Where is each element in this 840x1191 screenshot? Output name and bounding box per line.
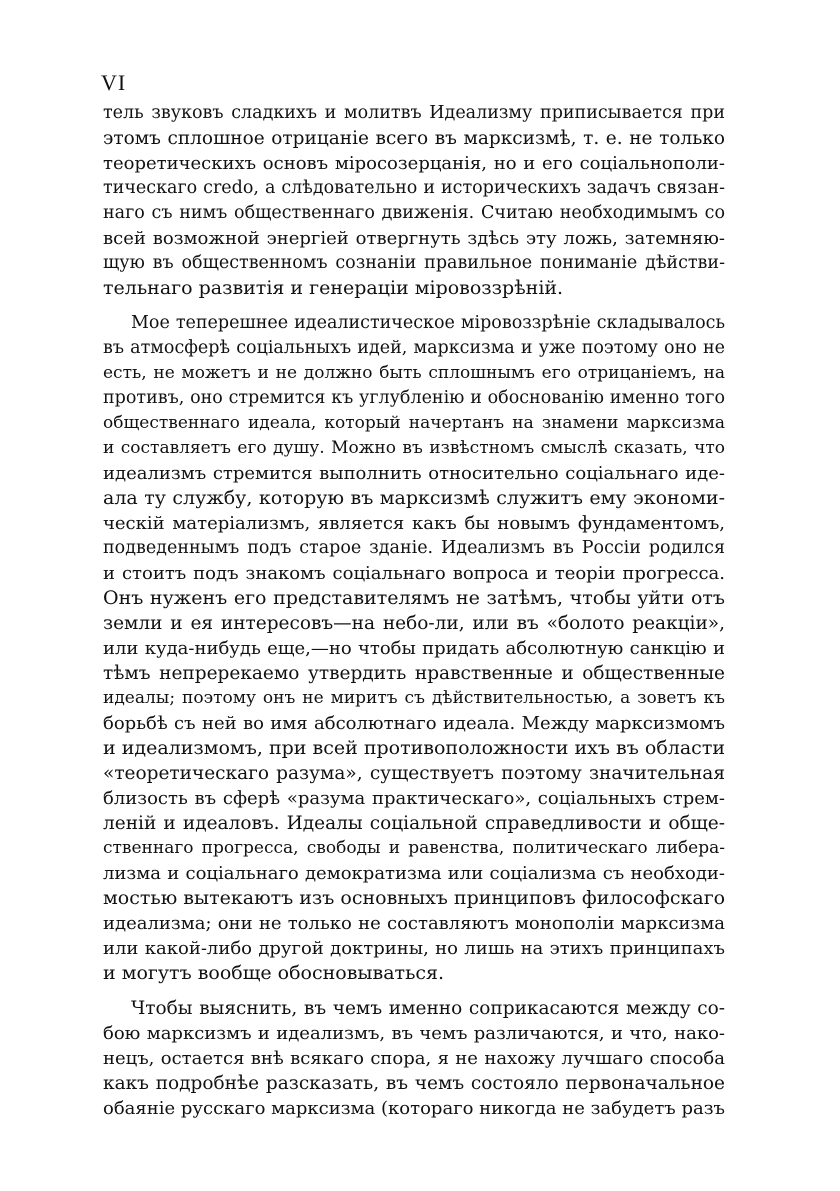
- text-line: идеализма; они не только не составляютъ монополіи марксизма: [103, 913, 725, 934]
- text-line: въ атмосферѣ соціальныхъ идей, марксизма и уже поэтому оно не: [103, 338, 725, 358]
- text-line: тѣмъ непререкаемо утвердить нравственные и общественные: [103, 663, 725, 684]
- text-line: идеализмъ стремится выполнить относительно соціальнаго иде-: [103, 463, 725, 484]
- text-line: тель звуковъ сладкихъ и молитвъ Идеализму приписывается при: [103, 103, 725, 123]
- text-line: мостью вытекаютъ изъ основныхъ принциповъ философскаго: [103, 887, 725, 909]
- text-line: тическаго credo, а слѣдовательно и историческихъ задачъ связан-: [103, 178, 725, 198]
- paragraph-2: [103, 311, 725, 986]
- text-line: идеалы; поэтому онъ не миритъ съ дѣйствительностью, а зоветъ къ: [103, 688, 725, 708]
- text-line: и идеализмомъ, при всей противоположности ихъ въ области: [103, 737, 725, 759]
- text-line: или какой-либо другой доктрины, но лишь на этихъ принципахъ: [103, 938, 725, 959]
- text-line: обаяніе русскаго марксизма (котораго никогда не забудетъ разъ: [103, 1098, 725, 1119]
- text-line: и составляетъ его душу. Можно въ извѣстномъ смыслѣ сказать, что: [103, 438, 725, 458]
- text-line: противъ, оно стремится къ углубленію и обоснованію именно того: [103, 388, 725, 408]
- text-line: есть, не можетъ и не должно быть сплошнымъ его отрицаніемъ, на: [103, 363, 725, 383]
- text-line: «теоретическаго разума», существуетъ поэтому значительная: [103, 763, 725, 784]
- text-line: теоретическихъ основъ міросозерцанія, но и его соціальнополи-: [103, 153, 725, 174]
- paragraph-3: [103, 996, 725, 1121]
- text-line: ческій матеріализмъ, является какъ бы новымъ фундаментомъ,: [103, 513, 725, 534]
- text-line: нецъ, остается внѣ всякаго спора, я не нахожу лучшаго способа: [103, 1048, 725, 1069]
- text-line: лизма и соціальнаго демократизма или соціализма съ необходи-: [103, 863, 725, 884]
- text-line: Чтобы выяснить, въ чемъ именно соприкасаются между со-: [131, 998, 725, 1019]
- text-line: и могутъ вообще обосновываться.: [103, 962, 445, 984]
- text-line: тельнаго развитія и генераціи міровоззрѣній.: [103, 277, 564, 299]
- text-line: или куда-нибудь еще,—но чтобы придать абсолютную санкцію и: [103, 638, 725, 659]
- text-line: какъ подробнѣе разсказать, въ чемъ состояло первоначальное: [103, 1073, 725, 1094]
- text-line: и стоитъ подъ знакомъ соціальнаго вопроса и теоріи прогресса.: [103, 563, 725, 584]
- paragraph-1: [103, 101, 725, 301]
- text-line: леній и идеаловъ. Идеалы соціальной справедливости и обще-: [103, 813, 725, 834]
- text-line: наго съ нимъ общественнаго движенія. Считаю необходимымъ со: [103, 203, 725, 223]
- text-line: всей возможной энергіей отвергнуть здѣсь эту ложь, затемняю-: [103, 228, 725, 249]
- text-line: щую въ общественномъ сознаніи правильное пониманіе дѣйстви-: [103, 253, 725, 273]
- text-line: близость въ сферѣ «разума практическаго», соціальныхъ стрем-: [103, 788, 725, 809]
- text-line: Онъ нуженъ его представителямъ не затѣмъ, чтобы уйти отъ: [103, 587, 725, 609]
- page-number: VI: [101, 70, 127, 95]
- text-line: Мое теперешнее идеалистическое міровоззрѣніе складывалось: [131, 313, 725, 333]
- text-line: земли и ея интересовъ—на небо-ли, или въ «болото реакціи»,: [103, 613, 725, 634]
- body-text: [103, 101, 725, 1131]
- text-line: бою марксизмъ и идеализмъ, въ чемъ различаются, и что, нако-: [103, 1023, 725, 1044]
- text-line: ала ту службу, которую въ марксизмѣ служитъ ему экономи-: [103, 487, 725, 509]
- text-line: подведеннымъ подъ старое зданіе. Идеализмъ въ Россіи родился: [103, 538, 725, 558]
- text-line: борьбѣ съ ней во имя абсолютнаго идеала. Между марксизмомъ: [103, 713, 725, 734]
- text-line: этомъ сплошное отрицаніе всего въ марксизмѣ, т. е. не только: [103, 128, 725, 149]
- text-line: ственнаго прогресса, свободы и равенства, политическаго либера-: [103, 838, 725, 858]
- text-line: общественнаго идеала, который начертанъ на знамени марксизма: [103, 413, 725, 433]
